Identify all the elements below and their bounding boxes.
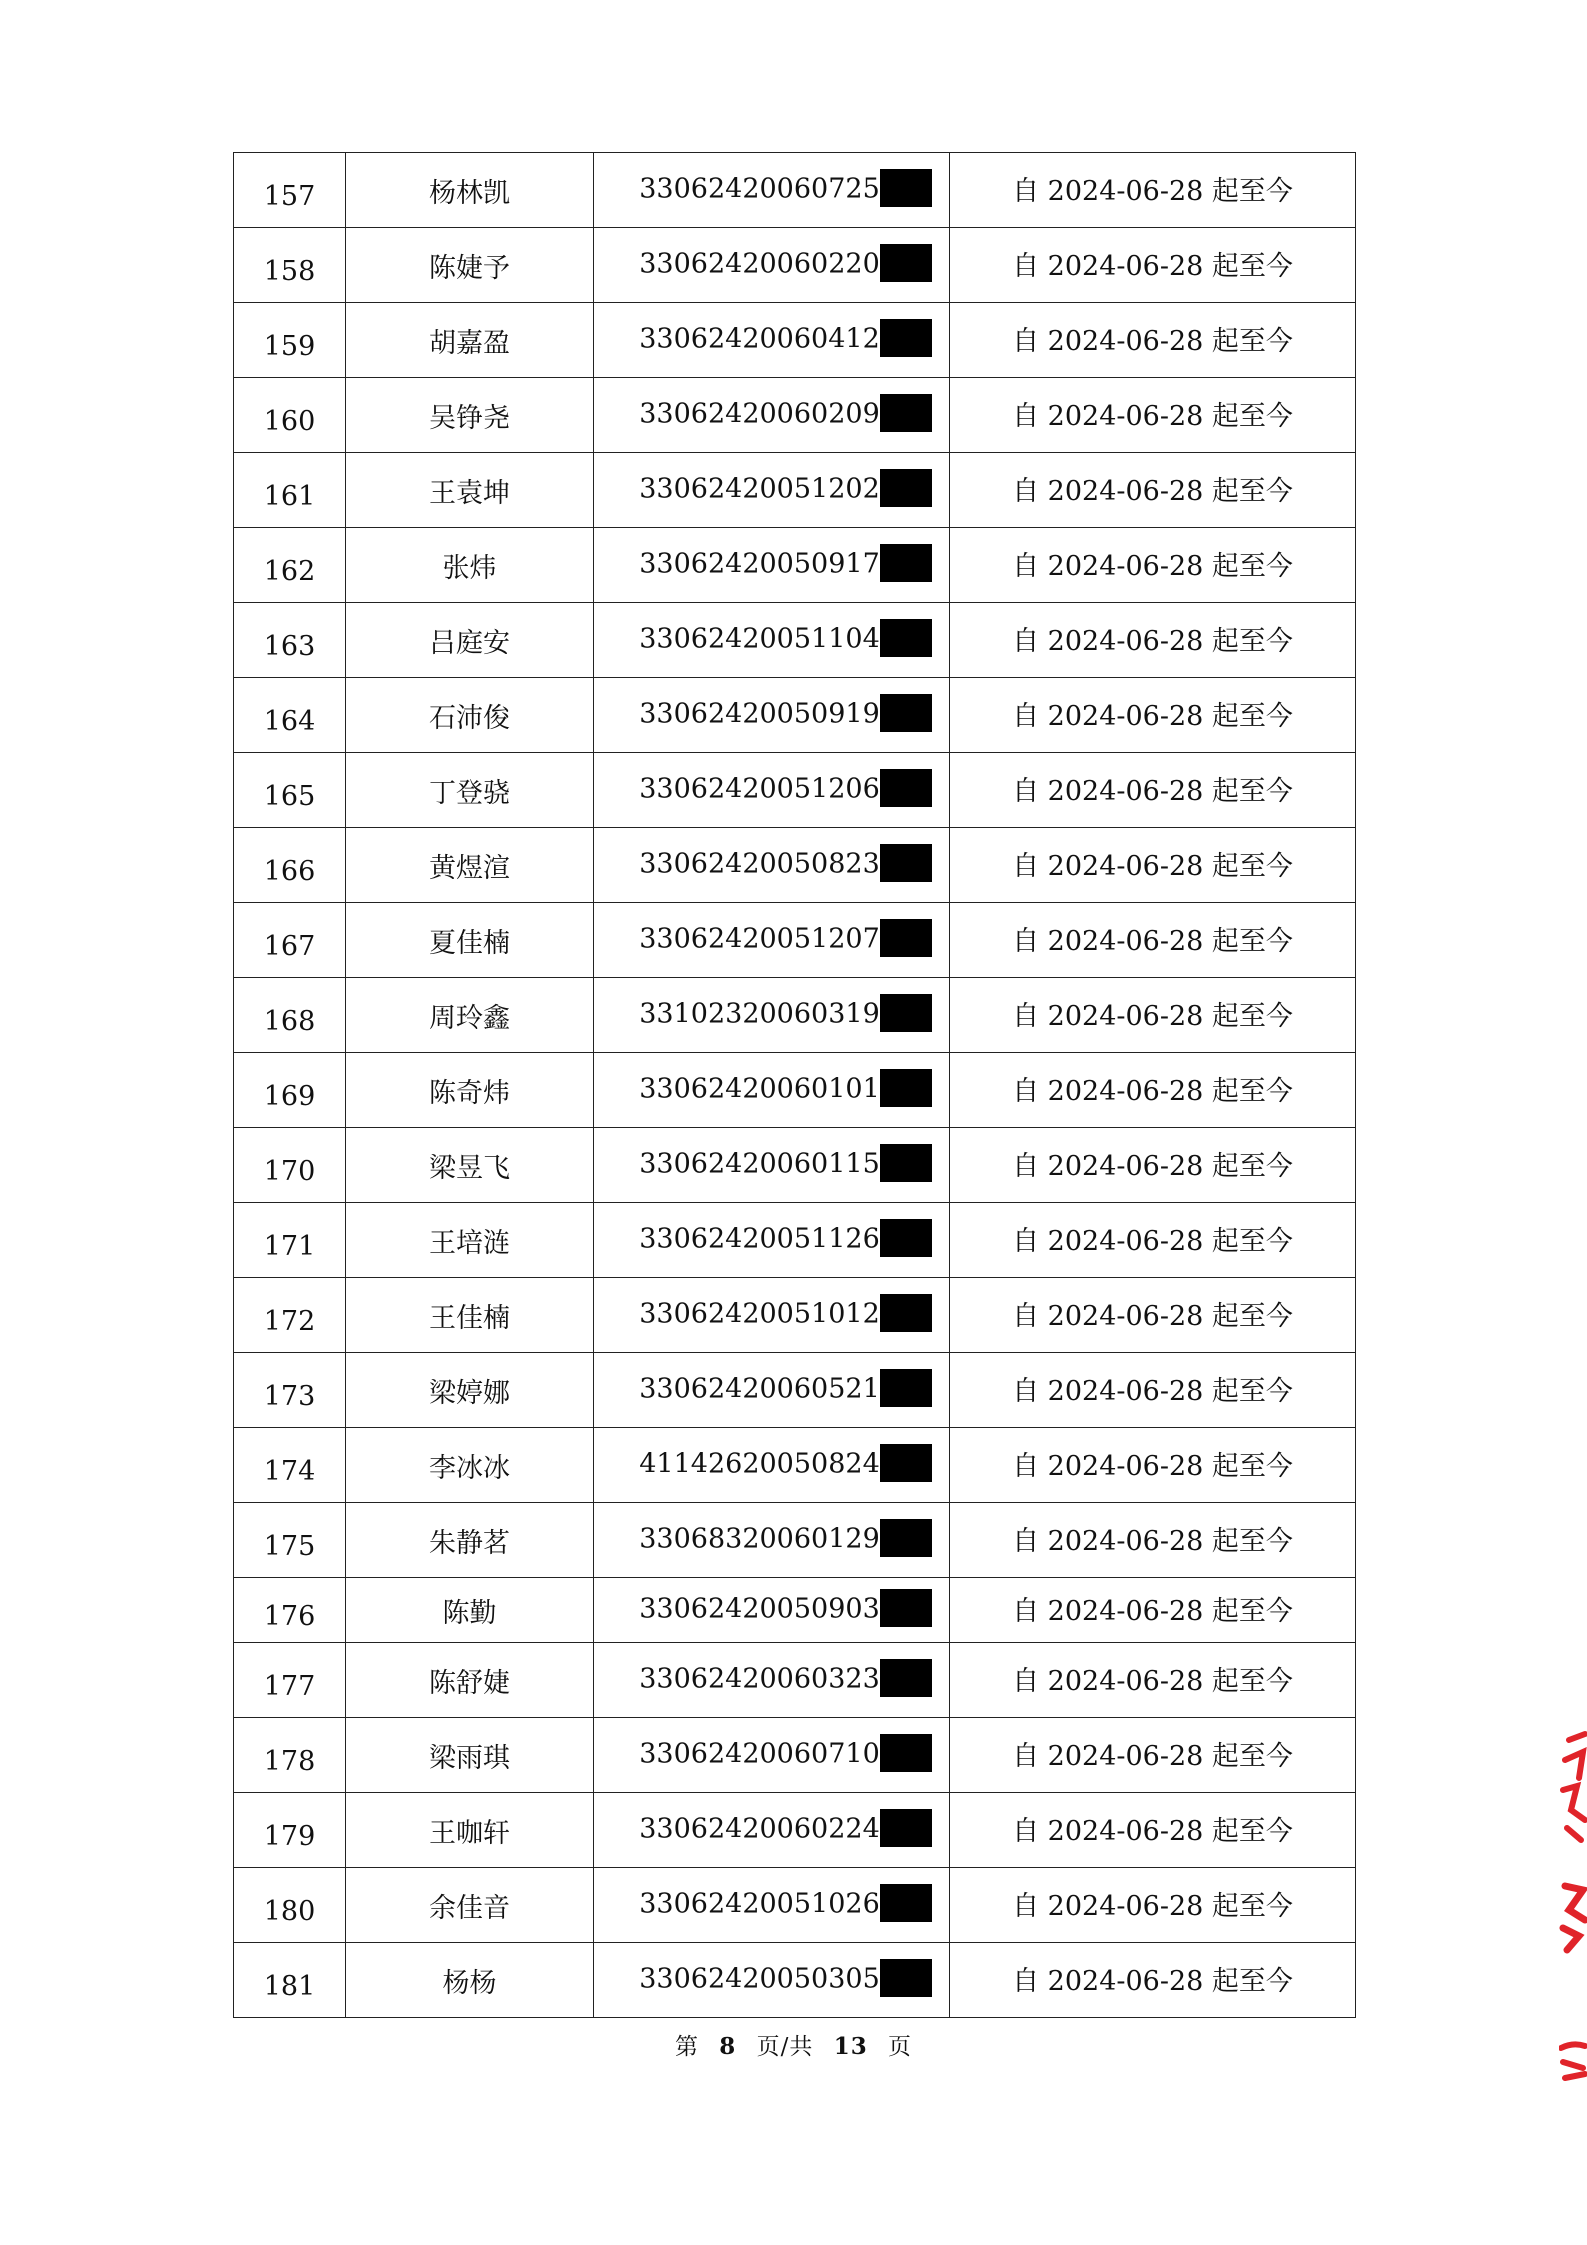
redaction-block	[880, 1069, 932, 1107]
id-number-visible: 33062420060521	[639, 1373, 880, 1405]
cell-serial-number	[234, 1278, 346, 1353]
redaction-block	[880, 1519, 932, 1557]
id-number-visible: 33068320060129	[639, 1523, 880, 1555]
id-number-wrapper	[639, 846, 932, 884]
cell-name	[346, 828, 594, 903]
serial-number: 158	[263, 255, 316, 287]
effective-period: 自 2024-06-28 起至今	[1012, 1665, 1293, 1697]
redaction-block	[880, 919, 932, 957]
effective-period: 自 2024-06-28 起至今	[1012, 700, 1293, 732]
table-row	[234, 1053, 1356, 1128]
page-footer	[0, 2028, 1587, 2061]
cell-id-number	[594, 528, 950, 603]
effective-period: 自 2024-06-28 起至今	[1012, 1525, 1293, 1557]
id-number-visible: 33062420050917	[639, 548, 880, 580]
seal-stamp-fragment-bottom	[1559, 2040, 1587, 2085]
cell-id-number	[594, 1428, 950, 1503]
cell-name	[346, 1278, 594, 1353]
cell-name	[346, 603, 594, 678]
effective-period: 自 2024-06-28 起至今	[1012, 550, 1293, 582]
cell-serial-number	[234, 1943, 346, 2018]
cell-name	[346, 1053, 594, 1128]
table-row	[234, 678, 1356, 753]
cell-name	[346, 528, 594, 603]
id-number-visible: 33062420051206	[639, 773, 880, 805]
cell-id-number	[594, 1943, 950, 2018]
table-row	[234, 453, 1356, 528]
cell-period	[950, 153, 1356, 228]
id-number-wrapper	[639, 621, 932, 659]
serial-number: 181	[263, 1970, 316, 2002]
person-name: 梁婷娜	[429, 1377, 510, 1409]
cell-serial-number	[234, 903, 346, 978]
serial-number: 177	[263, 1670, 316, 1702]
id-number-visible: 33062420060101	[639, 1073, 880, 1105]
cell-period	[950, 1793, 1356, 1868]
table-row	[234, 1943, 1356, 2018]
id-number-wrapper	[639, 1446, 932, 1484]
redaction-block	[880, 994, 932, 1032]
cell-serial-number	[234, 1643, 346, 1718]
effective-period: 自 2024-06-28 起至今	[1012, 1450, 1293, 1482]
redaction-block	[880, 244, 932, 282]
id-number-wrapper	[639, 171, 932, 209]
person-name: 夏佳楠	[429, 927, 510, 959]
footer-middle: 页/共	[756, 2034, 814, 2060]
footer-suffix: 页	[888, 2034, 913, 2060]
id-number-wrapper	[639, 1371, 932, 1409]
person-name: 王咖轩	[429, 1817, 510, 1849]
effective-period: 自 2024-06-28 起至今	[1012, 1300, 1293, 1332]
id-number-wrapper	[639, 1071, 932, 1109]
id-number-wrapper	[639, 471, 932, 509]
redaction-block	[880, 1589, 932, 1627]
person-name: 陈舒婕	[429, 1667, 510, 1699]
roster-table	[233, 152, 1356, 2018]
serial-number: 167	[263, 930, 316, 962]
cell-period	[950, 678, 1356, 753]
effective-period: 自 2024-06-28 起至今	[1012, 175, 1293, 207]
cell-period	[950, 528, 1356, 603]
person-name: 石沛俊	[429, 702, 510, 734]
person-name: 梁雨琪	[429, 1742, 510, 1774]
cell-period	[950, 1203, 1356, 1278]
serial-number: 166	[263, 855, 316, 887]
redaction-block	[880, 1369, 932, 1407]
cell-name	[346, 1128, 594, 1203]
table-row	[234, 1578, 1356, 1643]
person-name: 梁昱飞	[429, 1152, 510, 1184]
id-number-visible: 41142620050824	[639, 1448, 880, 1480]
person-name: 王袁坤	[429, 477, 510, 509]
cell-period	[950, 1128, 1356, 1203]
cell-name	[346, 153, 594, 228]
serial-number: 157	[263, 180, 316, 212]
effective-period: 自 2024-06-28 起至今	[1012, 1075, 1293, 1107]
redaction-block	[880, 1659, 932, 1697]
effective-period: 自 2024-06-28 起至今	[1012, 1375, 1293, 1407]
id-number-visible: 33062420060224	[639, 1813, 880, 1845]
person-name: 陈勤	[442, 1597, 497, 1629]
cell-serial-number	[234, 1503, 346, 1578]
cell-name	[346, 1203, 594, 1278]
cell-name	[346, 453, 594, 528]
cell-name	[346, 753, 594, 828]
person-name: 杨杨	[442, 1967, 497, 1999]
id-number-visible: 33062420060209	[639, 398, 880, 430]
serial-number: 163	[263, 630, 316, 662]
serial-number: 179	[263, 1820, 316, 1852]
cell-id-number	[594, 1278, 950, 1353]
redaction-block	[880, 769, 932, 807]
person-name: 王培涟	[429, 1227, 510, 1259]
cell-id-number	[594, 1128, 950, 1203]
redaction-block	[880, 1734, 932, 1772]
cell-period	[950, 1868, 1356, 1943]
effective-period: 自 2024-06-28 起至今	[1012, 400, 1293, 432]
cell-id-number	[594, 153, 950, 228]
cell-period	[950, 978, 1356, 1053]
cell-id-number	[594, 753, 950, 828]
id-number-wrapper	[639, 1811, 932, 1849]
cell-serial-number	[234, 1793, 346, 1868]
table-row	[234, 1203, 1356, 1278]
id-number-wrapper	[639, 1661, 932, 1699]
serial-number: 174	[263, 1455, 316, 1487]
cell-name	[346, 228, 594, 303]
redaction-block	[880, 619, 932, 657]
person-name: 胡嘉盈	[429, 327, 510, 359]
cell-period	[950, 603, 1356, 678]
id-number-wrapper	[639, 996, 932, 1034]
id-number-wrapper	[639, 1296, 932, 1334]
effective-period: 自 2024-06-28 起至今	[1012, 325, 1293, 357]
cell-id-number	[594, 303, 950, 378]
id-number-visible: 33062420051126	[639, 1223, 880, 1255]
redaction-block	[880, 544, 932, 582]
id-number-wrapper	[639, 1591, 932, 1629]
table-row	[234, 1643, 1356, 1718]
cell-id-number	[594, 1868, 950, 1943]
effective-period: 自 2024-06-28 起至今	[1012, 1595, 1293, 1627]
cell-name	[346, 303, 594, 378]
cell-id-number	[594, 603, 950, 678]
serial-number: 160	[263, 405, 316, 437]
cell-id-number	[594, 1578, 950, 1643]
cell-name	[346, 903, 594, 978]
cell-serial-number	[234, 603, 346, 678]
cell-period	[950, 1943, 1356, 2018]
effective-period: 自 2024-06-28 起至今	[1012, 1890, 1293, 1922]
person-name: 黄煜渲	[429, 852, 510, 884]
id-number-visible: 33062420060725	[639, 173, 880, 205]
cell-name	[346, 1793, 594, 1868]
person-name: 丁登骁	[429, 777, 510, 809]
serial-number: 168	[263, 1005, 316, 1037]
effective-period: 自 2024-06-28 起至今	[1012, 1815, 1293, 1847]
person-name: 陈奇炜	[429, 1077, 510, 1109]
serial-number: 162	[263, 555, 316, 587]
seal-stamp-fragment-middle	[1559, 1880, 1587, 1955]
cell-serial-number	[234, 228, 346, 303]
footer-prefix: 第	[674, 2034, 699, 2060]
id-number-visible: 33062420050919	[639, 698, 880, 730]
id-number-wrapper	[639, 696, 932, 734]
cell-serial-number	[234, 753, 346, 828]
serial-number: 170	[263, 1155, 316, 1187]
table-row	[234, 1868, 1356, 1943]
cell-serial-number	[234, 1128, 346, 1203]
serial-number: 164	[263, 705, 316, 737]
effective-period: 自 2024-06-28 起至今	[1012, 625, 1293, 657]
table-row	[234, 1278, 1356, 1353]
footer-total-pages: 13	[833, 2033, 868, 2060]
cell-serial-number	[234, 528, 346, 603]
id-number-wrapper	[639, 771, 932, 809]
cell-period	[950, 1353, 1356, 1428]
cell-serial-number	[234, 1053, 346, 1128]
redaction-block	[880, 1959, 932, 1997]
redaction-block	[880, 169, 932, 207]
cell-id-number	[594, 378, 950, 453]
cell-name	[346, 1868, 594, 1943]
redaction-block	[880, 319, 932, 357]
table-row	[234, 1718, 1356, 1793]
effective-period: 自 2024-06-28 起至今	[1012, 1150, 1293, 1182]
cell-serial-number	[234, 678, 346, 753]
cell-serial-number	[234, 1718, 346, 1793]
id-number-wrapper	[639, 1886, 932, 1924]
person-name: 吴铮尧	[429, 402, 510, 434]
table-row	[234, 303, 1356, 378]
id-number-wrapper	[639, 1146, 932, 1184]
cell-period	[950, 753, 1356, 828]
serial-number: 176	[263, 1600, 316, 1632]
person-name: 吕庭安	[429, 627, 510, 659]
cell-period	[950, 1278, 1356, 1353]
effective-period: 自 2024-06-28 起至今	[1012, 475, 1293, 507]
cell-name	[346, 678, 594, 753]
redaction-block	[880, 469, 932, 507]
cell-serial-number	[234, 378, 346, 453]
id-number-visible: 33062420051202	[639, 473, 880, 505]
cell-serial-number	[234, 1868, 346, 1943]
cell-period	[950, 828, 1356, 903]
effective-period: 自 2024-06-28 起至今	[1012, 1225, 1293, 1257]
cell-name	[346, 1718, 594, 1793]
cell-id-number	[594, 1718, 950, 1793]
serial-number: 180	[263, 1895, 316, 1927]
serial-number: 175	[263, 1530, 316, 1562]
id-number-wrapper	[639, 921, 932, 959]
person-name: 王佳楠	[429, 1302, 510, 1334]
serial-number: 172	[263, 1305, 316, 1337]
effective-period: 自 2024-06-28 起至今	[1012, 1000, 1293, 1032]
redaction-block	[880, 1884, 932, 1922]
id-number-wrapper	[639, 1961, 932, 1999]
cell-id-number	[594, 828, 950, 903]
id-number-visible: 33062420060115	[639, 1148, 880, 1180]
id-number-wrapper	[639, 546, 932, 584]
serial-number: 173	[263, 1380, 316, 1412]
table-row	[234, 978, 1356, 1053]
cell-name	[346, 1428, 594, 1503]
table-row	[234, 1353, 1356, 1428]
id-number-wrapper	[639, 1521, 932, 1559]
cell-id-number	[594, 978, 950, 1053]
cell-id-number	[594, 1353, 950, 1428]
cell-period	[950, 1643, 1356, 1718]
id-number-wrapper	[639, 1221, 932, 1259]
redaction-block	[880, 1294, 932, 1332]
serial-number: 159	[263, 330, 316, 362]
cell-id-number	[594, 1643, 950, 1718]
cell-period	[950, 1578, 1356, 1643]
table-row	[234, 528, 1356, 603]
id-number-visible: 33062420051104	[639, 623, 880, 655]
id-number-visible: 33062420060710	[639, 1738, 880, 1770]
person-name: 杨林凯	[429, 177, 510, 209]
table-row	[234, 228, 1356, 303]
effective-period: 自 2024-06-28 起至今	[1012, 850, 1293, 882]
cell-name	[346, 1353, 594, 1428]
effective-period: 自 2024-06-28 起至今	[1012, 1965, 1293, 1997]
person-name: 陈婕予	[429, 252, 510, 284]
id-number-visible: 33062420050903	[639, 1593, 880, 1625]
serial-number: 169	[263, 1080, 316, 1112]
cell-id-number	[594, 1793, 950, 1868]
redaction-block	[880, 1809, 932, 1847]
cell-id-number	[594, 1053, 950, 1128]
id-number-wrapper	[639, 396, 932, 434]
cell-id-number	[594, 1503, 950, 1578]
table-row	[234, 378, 1356, 453]
serial-number: 178	[263, 1745, 316, 1777]
cell-period	[950, 1053, 1356, 1128]
table-row	[234, 903, 1356, 978]
cell-id-number	[594, 1203, 950, 1278]
cell-period	[950, 453, 1356, 528]
cell-serial-number	[234, 828, 346, 903]
cell-name	[346, 1643, 594, 1718]
table-row	[234, 1503, 1356, 1578]
table-row	[234, 828, 1356, 903]
cell-name	[346, 1503, 594, 1578]
cell-period	[950, 903, 1356, 978]
cell-id-number	[594, 678, 950, 753]
person-name: 李冰冰	[429, 1452, 510, 1484]
cell-serial-number	[234, 1428, 346, 1503]
cell-id-number	[594, 228, 950, 303]
seal-stamp-fragment-top	[1559, 1730, 1587, 1850]
roster-table-body	[234, 153, 1356, 2018]
footer-page-number: 8	[719, 2033, 737, 2060]
id-number-wrapper	[639, 246, 932, 284]
table-row	[234, 603, 1356, 678]
effective-period: 自 2024-06-28 起至今	[1012, 1740, 1293, 1772]
table-row	[234, 1793, 1356, 1868]
table-row	[234, 1128, 1356, 1203]
cell-serial-number	[234, 1353, 346, 1428]
table-row	[234, 153, 1356, 228]
effective-period: 自 2024-06-28 起至今	[1012, 775, 1293, 807]
id-number-visible: 33062420050305	[639, 1963, 880, 1995]
cell-serial-number	[234, 453, 346, 528]
redaction-block	[880, 1219, 932, 1257]
redaction-block	[880, 1444, 932, 1482]
table-row	[234, 753, 1356, 828]
person-name: 朱静茗	[429, 1527, 510, 1559]
table-row	[234, 1428, 1356, 1503]
person-name: 周玲鑫	[429, 1002, 510, 1034]
cell-serial-number	[234, 1578, 346, 1643]
cell-period	[950, 303, 1356, 378]
id-number-visible: 33062420051012	[639, 1298, 880, 1330]
id-number-visible: 33062420051207	[639, 923, 880, 955]
id-number-wrapper	[639, 321, 932, 359]
person-name: 余佳音	[429, 1892, 510, 1924]
cell-name	[346, 1578, 594, 1643]
id-number-visible: 33102320060319	[639, 998, 880, 1030]
cell-serial-number	[234, 978, 346, 1053]
serial-number: 165	[263, 780, 316, 812]
cell-serial-number	[234, 153, 346, 228]
effective-period: 自 2024-06-28 起至今	[1012, 250, 1293, 282]
id-number-visible: 33062420051026	[639, 1888, 880, 1920]
cell-id-number	[594, 903, 950, 978]
effective-period: 自 2024-06-28 起至今	[1012, 925, 1293, 957]
cell-id-number	[594, 453, 950, 528]
serial-number: 161	[263, 480, 316, 512]
id-number-wrapper	[639, 1736, 932, 1774]
cell-serial-number	[234, 303, 346, 378]
cell-name	[346, 978, 594, 1053]
cell-period	[950, 1503, 1356, 1578]
redaction-block	[880, 394, 932, 432]
id-number-visible: 33062420060220	[639, 248, 880, 280]
cell-serial-number	[234, 1203, 346, 1278]
id-number-visible: 33062420060323	[639, 1663, 880, 1695]
cell-name	[346, 378, 594, 453]
person-name: 张炜	[442, 552, 497, 584]
redaction-block	[880, 1144, 932, 1182]
serial-number: 171	[263, 1230, 316, 1262]
redaction-block	[880, 694, 932, 732]
id-number-visible: 33062420050823	[639, 848, 880, 880]
cell-period	[950, 378, 1356, 453]
cell-period	[950, 228, 1356, 303]
cell-period	[950, 1718, 1356, 1793]
redaction-block	[880, 844, 932, 882]
cell-period	[950, 1428, 1356, 1503]
cell-name	[346, 1943, 594, 2018]
id-number-visible: 33062420060412	[639, 323, 880, 355]
